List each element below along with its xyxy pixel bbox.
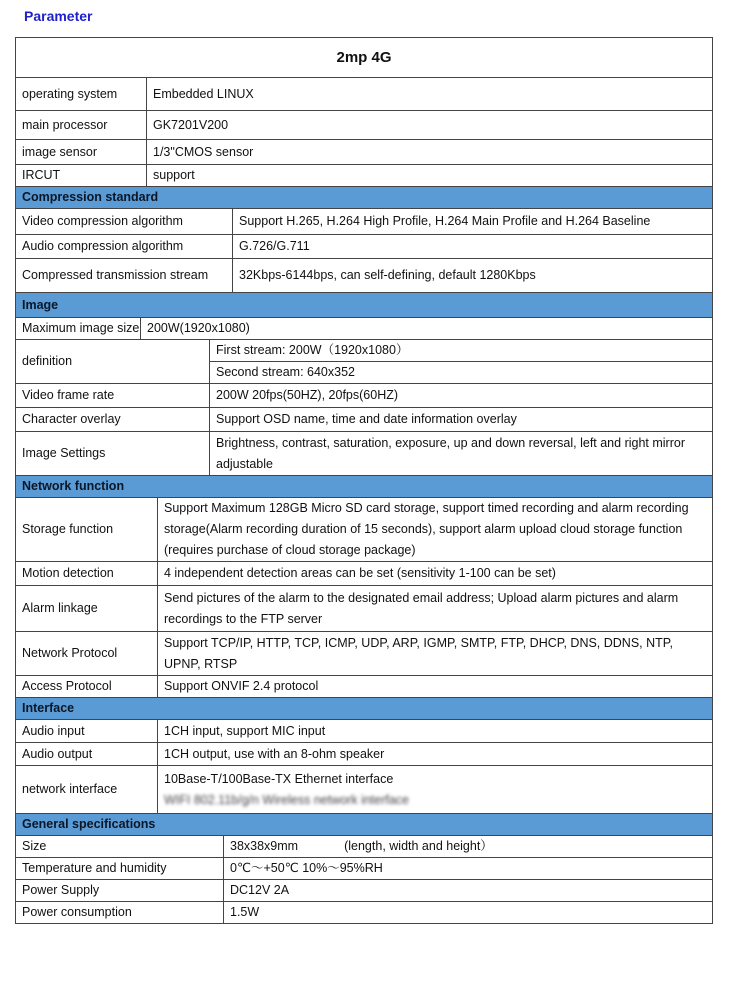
- row-label: Compressed transmission stream: [16, 259, 233, 293]
- table-row: [16, 632, 713, 676]
- table-row: [16, 676, 713, 698]
- row-label: IRCUT: [16, 165, 147, 187]
- row-label: Power consumption: [16, 902, 224, 924]
- row-value: 0℃～+50℃ 10%～95%RH: [224, 858, 713, 880]
- network-interface-ethernet: 10Base-T/100Base-TX Ethernet interface: [164, 771, 394, 786]
- page-heading: Parameter: [24, 8, 93, 24]
- row-label: definition: [16, 340, 210, 384]
- spec-table: [15, 37, 713, 924]
- table-row: [16, 259, 713, 293]
- row-value: support: [147, 165, 713, 187]
- section-title-interface: Interface: [16, 698, 713, 720]
- row-label: operating system: [16, 78, 147, 111]
- row-value: [158, 766, 713, 814]
- row-value: GK7201V200: [147, 111, 713, 140]
- row-label: network interface: [16, 766, 158, 814]
- row-value: Support H.265, H.264 High Profile, H.264 Main Profile and H.264 Baseline: [233, 209, 713, 235]
- row-label: Alarm linkage: [16, 586, 158, 632]
- table-row: [16, 562, 713, 586]
- row-label: main processor: [16, 111, 147, 140]
- section-header: [16, 476, 713, 498]
- table-row: [16, 165, 713, 187]
- row-value: G.726/G.711: [233, 235, 713, 259]
- size-value: 38x38x9mm: [230, 839, 299, 853]
- section-title-general: General specifications: [16, 814, 713, 836]
- product-title: 2mp 4G: [16, 38, 713, 78]
- row-value: 200W 20fps(50HZ), 20fps(60HZ): [210, 384, 713, 408]
- row-value: Support ONVIF 2.4 protocol: [158, 676, 713, 698]
- row-label: Video compression algorithm: [16, 209, 233, 235]
- table-row: [16, 209, 713, 235]
- table-row: [16, 720, 713, 743]
- row-label: Character overlay: [16, 408, 210, 432]
- network-interface-wifi: WIFI 802.11b/g/n Wireless network interface: [164, 792, 410, 807]
- section-title-network: Network function: [16, 476, 713, 498]
- row-label: Audio output: [16, 743, 158, 766]
- table-row: [16, 902, 713, 924]
- table-row: [16, 140, 713, 165]
- section-header: [16, 698, 713, 720]
- section-header: [16, 293, 713, 318]
- row-label: Video frame rate: [16, 384, 210, 408]
- row-label: Storage function: [16, 498, 158, 562]
- table-row: [16, 384, 713, 408]
- row-value: [224, 836, 713, 858]
- row-value: Support OSD name, time and date information overlay: [210, 408, 713, 432]
- table-row: [16, 318, 713, 340]
- table-row: [16, 111, 713, 140]
- row-value: DC12V 2A: [224, 880, 713, 902]
- section-header: [16, 187, 713, 209]
- row-label: image sensor: [16, 140, 147, 165]
- row-label: Image Settings: [16, 432, 210, 476]
- row-value: 1CH output, use with an 8-ohm speaker: [158, 743, 713, 766]
- row-value: 4 independent detection areas can be set (sensitivity 1-100 can be set): [158, 562, 713, 586]
- table-row: [16, 880, 713, 902]
- row-value: Brightness, contrast, saturation, exposure, up and down reversal, left and right mirror adjustable: [210, 432, 713, 476]
- row-label: Maximum image size: [16, 318, 141, 340]
- row-label: Power Supply: [16, 880, 224, 902]
- table-row: [16, 340, 713, 362]
- title-row: [16, 38, 713, 78]
- row-label: Audio input: [16, 720, 158, 743]
- section-title-image: Image: [16, 293, 713, 318]
- row-value: Support Maximum 128GB Micro SD card storage, support timed recording and alarm recording storage(Alarm recording duration of 15 seconds), support alarm upload cloud storage function (requires purchase of cloud storage package): [158, 498, 713, 562]
- row-label: Network Protocol: [16, 632, 158, 676]
- table-row: [16, 836, 713, 858]
- row-value: First stream: 200W（1920x1080）: [210, 340, 713, 362]
- table-row: [16, 586, 713, 632]
- row-value: 1.5W: [224, 902, 713, 924]
- row-value: 1/3"CMOS sensor: [147, 140, 713, 165]
- table-row: [16, 235, 713, 259]
- section-title-compression: Compression standard: [16, 187, 713, 209]
- section-header: [16, 814, 713, 836]
- row-value: 32Kbps-6144bps, can self-defining, default 1280Kbps: [233, 259, 713, 293]
- row-label: Temperature and humidity: [16, 858, 224, 880]
- row-label: Size: [16, 836, 224, 858]
- row-label: Motion detection: [16, 562, 158, 586]
- row-value: 200W(1920x1080): [141, 318, 713, 340]
- row-value: Embedded LINUX: [147, 78, 713, 111]
- row-value: Support TCP/IP, HTTP, TCP, ICMP, UDP, ARP, IGMP, SMTP, FTP, DHCP, DNS, DDNS, NTP, UPNP, RTSP: [158, 632, 713, 676]
- table-row: [16, 766, 713, 814]
- table-row: [16, 858, 713, 880]
- row-label: Audio compression algorithm: [16, 235, 233, 259]
- table-row: [16, 743, 713, 766]
- table-row: [16, 408, 713, 432]
- size-note: (length, width and height）: [344, 839, 493, 853]
- row-value: Second stream: 640x352: [210, 362, 713, 384]
- table-row: [16, 432, 713, 476]
- table-row: [16, 498, 713, 562]
- row-value: Send pictures of the alarm to the designated email address; Upload alarm pictures and alarm recordings to the FTP server: [158, 586, 713, 632]
- table-row: [16, 78, 713, 111]
- row-value: 1CH input, support MIC input: [158, 720, 713, 743]
- row-label: Access Protocol: [16, 676, 158, 698]
